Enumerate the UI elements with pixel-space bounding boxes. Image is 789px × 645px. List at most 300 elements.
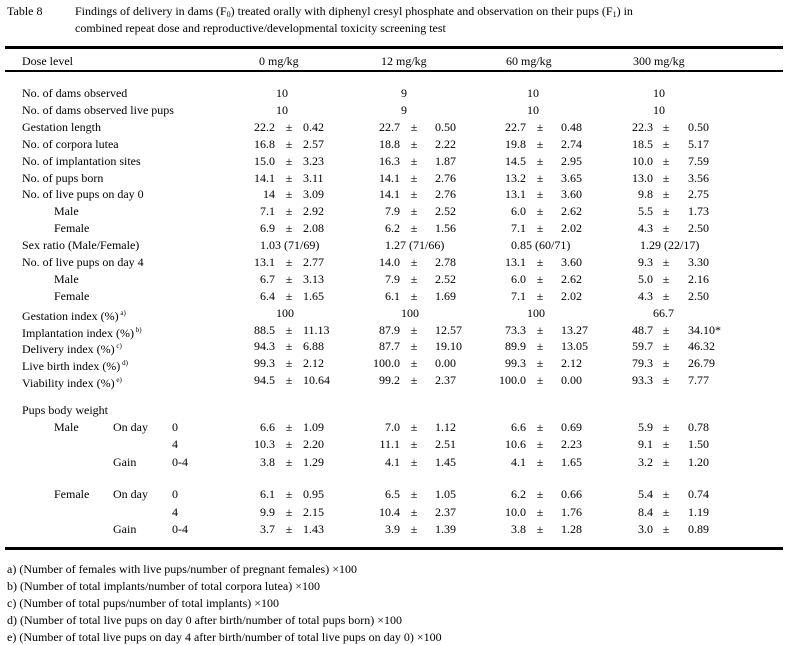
row-2-pm-2: ±	[536, 120, 544, 134]
row-7-mean-0: 7.1	[260, 204, 275, 218]
table-row	[0, 204, 789, 221]
row-label	[22, 103, 174, 117]
bw-1-1-pm-1: ±	[410, 505, 418, 519]
footnote-marker: d)	[120, 359, 128, 367]
row-17-sd-2: 0.00	[561, 373, 582, 387]
row-16-sd-2: 2.12	[561, 356, 582, 370]
row-label-text: Implantation index (%)	[22, 326, 134, 340]
row-7-sd-3: 1.73	[688, 204, 709, 218]
footnote-marker: a)	[118, 309, 126, 317]
row-label-text: Female	[54, 289, 90, 303]
bw-0-1-pm-0: ±	[285, 437, 293, 451]
row-label	[54, 289, 89, 303]
bw-1-2-sd-3: 0.89	[688, 522, 709, 536]
row-13-value-0: 100	[276, 306, 294, 320]
row-2-pm-3: ±	[662, 120, 670, 134]
row-4-sd-3: 7.59	[688, 154, 709, 168]
bw-1-2-pm-1: ±	[410, 522, 418, 536]
row-label-text: Live birth index (%)	[22, 359, 121, 373]
row-4-pm-0: ±	[285, 154, 293, 168]
bw-0-0-pm-3: ±	[662, 420, 670, 434]
row-label-text: Gestation index (%)	[22, 309, 119, 323]
row-11-sd-1: 2.52	[435, 272, 456, 286]
row-10-pm-1: ±	[410, 255, 418, 269]
row-2-mean-3: 22.3	[632, 120, 653, 134]
footnote-0: a) (Number of females with live pups/number of pregnant females) ×100	[7, 562, 357, 576]
body-weight-type: On day	[113, 420, 148, 434]
row-12-sd-0: 1.65	[303, 289, 324, 303]
row-1-value-3: 10	[653, 103, 665, 117]
row-label	[22, 255, 144, 269]
bw-1-2-pm-2: ±	[536, 522, 544, 536]
row-label	[22, 356, 128, 373]
row-12-pm-0: ±	[285, 289, 293, 303]
table-title-line1	[75, 4, 633, 22]
row-3-mean-1: 18.8	[379, 137, 400, 151]
row-17-pm-2: ±	[536, 373, 544, 387]
top-rule	[5, 46, 783, 49]
body-weight-day: 0-4	[172, 522, 188, 536]
header-dose-300: 300 mg/kg	[633, 54, 685, 68]
table-row	[0, 137, 789, 154]
row-2-mean-2: 22.7	[505, 120, 526, 134]
row-10-pm-2: ±	[536, 255, 544, 269]
table-row	[0, 339, 789, 356]
bw-1-1-mean-1: 10.4	[379, 505, 400, 519]
row-5-sd-2: 3.65	[561, 171, 582, 185]
row-label-text: Male	[54, 272, 79, 286]
body-weight-row	[0, 455, 789, 472]
row-2-sd-1: 0.50	[435, 120, 456, 134]
row-12-pm-2: ±	[536, 289, 544, 303]
row-14-mean-0: 88.5	[254, 323, 275, 337]
row-3-sd-0: 2.57	[303, 137, 324, 151]
footnote-1: b) (Number of total implants/number of total corpora lutea) ×100	[7, 579, 321, 593]
row-0-value-0: 10	[276, 86, 288, 100]
row-label-text: Male	[54, 204, 79, 218]
bw-1-1-sd-3: 1.19	[688, 505, 709, 519]
row-17-mean-3: 93.3	[632, 373, 653, 387]
row-4-pm-1: ±	[410, 154, 418, 168]
table-row	[0, 120, 789, 137]
row-6-mean-3: 9.8	[638, 187, 653, 201]
row-6-mean-2: 13.1	[505, 187, 526, 201]
row-6-pm-0: ±	[285, 187, 293, 201]
bw-1-1-mean-0: 9.9	[260, 505, 275, 519]
row-label-text: No. of pups born	[22, 171, 104, 185]
row-8-pm-0: ±	[285, 221, 293, 235]
bw-0-1-sd-0: 2.20	[303, 437, 324, 451]
row-15-mean-2: 89.9	[505, 339, 526, 353]
row-2-sd-0: 0.42	[303, 120, 324, 134]
row-2-pm-1: ±	[410, 120, 418, 134]
bw-0-1-sd-3: 1.50	[688, 437, 709, 451]
bw-1-0-sd-1: 1.05	[435, 487, 456, 501]
bw-0-0-pm-2: ±	[536, 420, 544, 434]
body-weight-row	[0, 420, 789, 437]
row-label	[54, 272, 79, 286]
header-rule	[5, 70, 783, 72]
body-weight-type: Gain	[113, 455, 137, 469]
row-4-mean-0: 15.0	[254, 154, 275, 168]
body-weight-type: On day	[113, 487, 148, 501]
row-16-sd-3: 26.79	[688, 356, 715, 370]
row-2-mean-1: 22.7	[379, 120, 400, 134]
bw-0-0-sd-1: 1.12	[435, 420, 456, 434]
row-label	[22, 120, 101, 134]
row-7-pm-0: ±	[285, 204, 293, 218]
row-16-mean-2: 99.3	[505, 356, 526, 370]
row-0-value-1: 9	[401, 86, 407, 100]
row-label	[22, 238, 139, 252]
row-label-text: Viability index (%)	[22, 376, 115, 390]
row-11-pm-3: ±	[662, 272, 670, 286]
bw-1-2-mean-2: 3.8	[511, 522, 526, 536]
row-4-mean-1: 16.3	[379, 154, 400, 168]
bw-0-2-mean-1: 4.1	[385, 455, 400, 469]
row-8-mean-3: 4.3	[638, 221, 653, 235]
row-16-pm-2: ±	[536, 356, 544, 370]
row-11-sd-3: 2.16	[688, 272, 709, 286]
row-14-mean-3: 48.7	[632, 323, 653, 337]
row-4-mean-3: 10.0	[632, 154, 653, 168]
row-10-pm-3: ±	[662, 255, 670, 269]
row-8-sd-3: 2.50	[688, 221, 709, 235]
row-17-sd-3: 7.77	[688, 373, 709, 387]
table-row	[0, 272, 789, 289]
row-10-sd-3: 3.30	[688, 255, 709, 269]
row-5-pm-1: ±	[410, 171, 418, 185]
bw-0-1-pm-2: ±	[536, 437, 544, 451]
row-4-pm-2: ±	[536, 154, 544, 168]
row-10-sd-0: 2.77	[303, 255, 324, 269]
row-15-pm-2: ±	[536, 339, 544, 353]
row-label	[22, 171, 103, 185]
row-12-pm-3: ±	[662, 289, 670, 303]
row-17-mean-0: 94.5	[254, 373, 275, 387]
row-7-sd-1: 2.52	[435, 204, 456, 218]
footnote-marker: e)	[114, 376, 122, 384]
bw-0-2-mean-0: 3.8	[260, 455, 275, 469]
title-part-c: ) in	[616, 4, 633, 18]
bw-0-2-sd-0: 1.29	[303, 455, 324, 469]
bw-0-0-mean-1: 7.0	[385, 420, 400, 434]
bottom-rule	[5, 547, 783, 550]
row-label	[22, 306, 126, 323]
footnote-2: c) (Number of total pups/number of total implants) ×100	[7, 596, 280, 610]
row-11-pm-2: ±	[536, 272, 544, 286]
row-16-pm-3: ±	[662, 356, 670, 370]
row-15-mean-3: 59.7	[632, 339, 653, 353]
row-4-sd-1: 1.87	[435, 154, 456, 168]
row-8-mean-1: 6.2	[385, 221, 400, 235]
table-row	[0, 103, 789, 120]
row-17-sd-0: 10.64	[303, 373, 330, 387]
row-16-sd-0: 2.12	[303, 356, 324, 370]
bw-1-0-pm-0: ±	[285, 487, 293, 501]
bw-0-0-mean-2: 6.6	[511, 420, 526, 434]
bw-1-1-mean-3: 8.4	[638, 505, 653, 519]
title-part-b: ) treated orally with diphenyl cresyl phosphate and observation on their pups (F	[230, 4, 613, 18]
bw-0-0-sd-2: 0.69	[561, 420, 582, 434]
body-weight-day: 4	[172, 437, 178, 451]
row-label-text: No. of dams observed	[22, 86, 128, 100]
row-7-pm-3: ±	[662, 204, 670, 218]
bw-0-1-mean-1: 11.1	[379, 437, 400, 451]
row-6-sd-3: 2.75	[688, 187, 709, 201]
bw-0-0-pm-0: ±	[285, 420, 293, 434]
row-12-mean-2: 7.1	[511, 289, 526, 303]
bw-1-0-pm-2: ±	[536, 487, 544, 501]
row-11-sd-0: 3.13	[303, 272, 324, 286]
row-3-mean-3: 18.5	[632, 137, 653, 151]
row-7-mean-2: 6.0	[511, 204, 526, 218]
bw-1-0-pm-3: ±	[662, 487, 670, 501]
row-3-mean-2: 19.8	[505, 137, 526, 151]
row-6-pm-3: ±	[662, 187, 670, 201]
bw-0-2-mean-2: 4.1	[511, 455, 526, 469]
row-label	[22, 154, 141, 168]
title-part-a: Findings of delivery in dams (F	[75, 4, 227, 18]
row-label	[22, 187, 144, 201]
row-6-sd-1: 2.76	[435, 187, 456, 201]
body-weight-day: 0	[172, 420, 178, 434]
bw-0-0-pm-1: ±	[410, 420, 418, 434]
row-label-text: No. of live pups on day 4	[22, 255, 144, 269]
header-dose-level: Dose level	[22, 54, 73, 68]
row-17-mean-1: 99.2	[379, 373, 400, 387]
body-weight-sex: Male	[54, 420, 79, 434]
header-dose-12: 12 mg/kg	[381, 54, 427, 68]
row-12-mean-3: 4.3	[638, 289, 653, 303]
row-15-mean-0: 94.3	[254, 339, 275, 353]
row-16-mean-1: 100.0	[373, 356, 400, 370]
row-15-mean-1: 87.7	[379, 339, 400, 353]
row-17-pm-3: ±	[662, 373, 670, 387]
row-16-mean-3: 79.3	[632, 356, 653, 370]
table-row	[0, 323, 789, 340]
header-dose-60: 60 mg/kg	[506, 54, 552, 68]
bw-1-1-pm-0: ±	[285, 505, 293, 519]
row-1-value-2: 10	[527, 103, 539, 117]
bw-1-2-pm-0: ±	[285, 522, 293, 536]
row-label-text: Female	[54, 221, 90, 235]
row-4-sd-2: 2.95	[561, 154, 582, 168]
bw-1-1-pm-2: ±	[536, 505, 544, 519]
row-14-sd-2: 13.27	[561, 323, 588, 337]
bw-1-2-sd-0: 1.43	[303, 522, 324, 536]
bw-1-2-mean-3: 3.0	[638, 522, 653, 536]
row-7-pm-2: ±	[536, 204, 544, 218]
row-14-pm-2: ±	[536, 323, 544, 337]
row-6-sd-2: 3.60	[561, 187, 582, 201]
row-15-sd-0: 6.88	[303, 339, 324, 353]
bw-1-1-mean-2: 10.0	[505, 505, 526, 519]
bw-1-2-mean-1: 3.9	[385, 522, 400, 536]
bw-0-1-mean-2: 10.6	[505, 437, 526, 451]
row-5-mean-1: 14.1	[379, 171, 400, 185]
row-5-sd-0: 3.11	[303, 171, 324, 185]
table-row	[0, 221, 789, 238]
row-8-sd-0: 2.08	[303, 221, 324, 235]
row-10-mean-2: 13.1	[505, 255, 526, 269]
row-2-sd-3: 0.50	[688, 120, 709, 134]
bw-0-0-sd-3: 0.78	[688, 420, 709, 434]
row-5-mean-0: 14.1	[254, 171, 275, 185]
row-11-pm-0: ±	[285, 272, 293, 286]
bw-1-0-mean-0: 6.1	[260, 487, 275, 501]
title-subscript-f1: 1	[612, 10, 617, 19]
row-9-ratio-2: 0.85 (60/71)	[511, 238, 571, 252]
table-row	[0, 238, 789, 255]
row-16-pm-1: ±	[410, 356, 418, 370]
row-10-sd-2: 3.60	[561, 255, 582, 269]
row-11-mean-1: 7.9	[385, 272, 400, 286]
row-11-mean-2: 6.0	[511, 272, 526, 286]
row-14-sd-0: 11.13	[303, 323, 330, 337]
row-7-mean-3: 5.5	[638, 204, 653, 218]
row-14-pm-1: ±	[410, 323, 418, 337]
body-weight-row	[0, 522, 789, 539]
row-13-value-2: 100	[527, 306, 545, 320]
row-14-sd-3: 34.10*	[688, 323, 721, 337]
row-14-mean-2: 73.3	[505, 323, 526, 337]
footnote-4: e) (Number of total live pups on day 4 after birth/number of total live pups on day 0) ×100	[7, 630, 442, 644]
row-6-mean-0: 14	[263, 187, 275, 201]
row-5-mean-3: 13.0	[632, 171, 653, 185]
row-7-pm-1: ±	[410, 204, 418, 218]
body-weight-day: 0	[172, 487, 178, 501]
bw-1-2-pm-3: ±	[662, 522, 670, 536]
bw-0-2-pm-2: ±	[536, 455, 544, 469]
bw-0-1-mean-3: 9.1	[638, 437, 653, 451]
table-row	[0, 255, 789, 272]
row-3-pm-2: ±	[536, 137, 544, 151]
row-7-sd-2: 2.62	[561, 204, 582, 218]
row-6-sd-0: 3.09	[303, 187, 324, 201]
row-8-mean-2: 7.1	[511, 221, 526, 235]
body-weight-row	[0, 505, 789, 522]
table-label: Table 8	[7, 4, 43, 18]
footnote-marker: c)	[114, 342, 122, 350]
bw-0-1-sd-1: 2.51	[435, 437, 456, 451]
table-row	[0, 356, 789, 373]
row-5-sd-1: 2.76	[435, 171, 456, 185]
row-10-mean-0: 13.1	[254, 255, 275, 269]
row-15-pm-3: ±	[662, 339, 670, 353]
bw-0-0-mean-0: 6.6	[260, 420, 275, 434]
bw-1-1-sd-1: 2.37	[435, 505, 456, 519]
row-8-sd-2: 2.02	[561, 221, 582, 235]
table-row	[0, 171, 789, 188]
row-3-mean-0: 16.8	[254, 137, 275, 151]
row-1-value-0: 10	[276, 103, 288, 117]
row-16-pm-0: ±	[285, 356, 293, 370]
row-14-pm-3: ±	[662, 323, 670, 337]
bw-1-0-mean-2: 6.2	[511, 487, 526, 501]
table-row	[0, 289, 789, 306]
row-3-sd-2: 2.74	[561, 137, 582, 151]
body-weight-title: Pups body weight	[22, 403, 109, 417]
row-label-text: No. of dams observed live pups	[22, 103, 174, 117]
row-8-pm-2: ±	[536, 221, 544, 235]
row-label	[22, 339, 122, 356]
row-label-text: Sex ratio (Male/Female)	[22, 238, 140, 252]
row-10-mean-3: 9.3	[638, 255, 653, 269]
table-row	[0, 187, 789, 204]
row-12-mean-1: 6.1	[385, 289, 400, 303]
row-11-mean-0: 6.7	[260, 272, 275, 286]
row-14-pm-0: ±	[285, 323, 293, 337]
table-row	[0, 306, 789, 323]
row-9-ratio-0: 1.03 (71/69)	[260, 238, 320, 252]
body-weight-type: Gain	[113, 522, 137, 536]
bw-1-0-pm-1: ±	[410, 487, 418, 501]
bw-0-1-pm-3: ±	[662, 437, 670, 451]
row-label	[22, 323, 142, 340]
row-8-pm-3: ±	[662, 221, 670, 235]
row-17-sd-1: 2.37	[435, 373, 456, 387]
row-11-mean-3: 5.0	[638, 272, 653, 286]
row-2-pm-0: ±	[285, 120, 293, 134]
row-label-text: Delivery index (%)	[22, 342, 115, 356]
row-12-sd-2: 2.02	[561, 289, 582, 303]
row-11-pm-1: ±	[410, 272, 418, 286]
row-15-sd-3: 46.32	[688, 339, 715, 353]
row-9-ratio-1: 1.27 (71/66)	[385, 238, 445, 252]
footnote-marker: b)	[133, 326, 142, 334]
row-15-sd-1: 19.10	[435, 339, 462, 353]
row-16-sd-1: 0.00	[435, 356, 456, 370]
row-3-pm-3: ±	[662, 137, 670, 151]
row-17-pm-0: ±	[285, 373, 293, 387]
row-label	[54, 204, 79, 218]
bw-1-1-pm-3: ±	[662, 505, 670, 519]
row-5-pm-2: ±	[536, 171, 544, 185]
body-weight-title-row	[0, 403, 789, 420]
header-dose-0: 0 mg/kg	[259, 54, 299, 68]
row-7-mean-1: 7.9	[385, 204, 400, 218]
bw-1-0-mean-3: 5.4	[638, 487, 653, 501]
row-6-pm-2: ±	[536, 187, 544, 201]
row-16-mean-0: 99.3	[254, 356, 275, 370]
bw-1-1-sd-2: 1.76	[561, 505, 582, 519]
row-label	[54, 221, 89, 235]
row-label	[22, 373, 122, 390]
bw-1-2-sd-2: 1.28	[561, 522, 582, 536]
row-5-sd-3: 3.56	[688, 171, 709, 185]
bw-0-2-sd-2: 1.65	[561, 455, 582, 469]
row-label-text: No. of implantation sites	[22, 154, 141, 168]
row-10-mean-1: 14.0	[379, 255, 400, 269]
bw-0-1-mean-0: 10.3	[254, 437, 275, 451]
bw-0-1-pm-1: ±	[410, 437, 418, 451]
body-weight-row	[0, 487, 789, 504]
bw-1-0-sd-0: 0.95	[303, 487, 324, 501]
bw-1-0-mean-1: 6.5	[385, 487, 400, 501]
body-weight-row	[0, 437, 789, 454]
row-0-value-3: 10	[653, 86, 665, 100]
row-15-pm-1: ±	[410, 339, 418, 353]
row-7-sd-0: 2.92	[303, 204, 324, 218]
bw-0-2-pm-3: ±	[662, 455, 670, 469]
row-14-mean-1: 87.9	[379, 323, 400, 337]
table-title-line2: combined repeat dose and reproductive/developmental toxicity screening test	[75, 21, 446, 35]
row-4-sd-0: 3.23	[303, 154, 324, 168]
row-3-pm-1: ±	[410, 137, 418, 151]
bw-1-0-sd-2: 0.66	[561, 487, 582, 501]
row-2-sd-2: 0.48	[561, 120, 582, 134]
